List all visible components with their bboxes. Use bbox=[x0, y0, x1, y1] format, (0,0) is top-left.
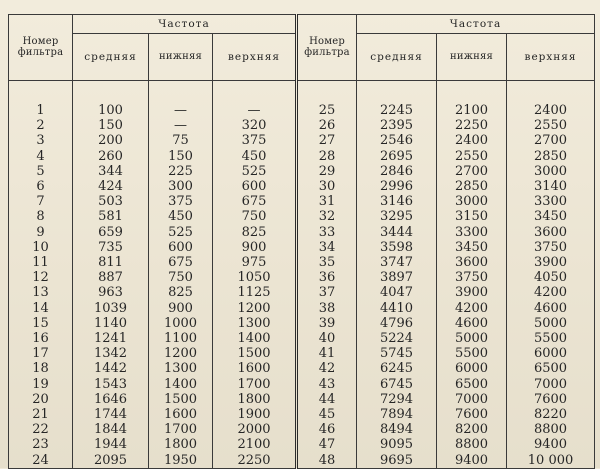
left-upper-frequency-cell: 1700 bbox=[213, 377, 297, 392]
left-upper-frequency-cell: 1050 bbox=[213, 270, 297, 285]
right-lower-frequency-cell: 6000 bbox=[437, 361, 507, 376]
left-middle-frequency-cell: 1844 bbox=[73, 422, 149, 437]
right-filter-number-cell: 29 bbox=[297, 164, 357, 179]
right-filter-number-cell: 30 bbox=[297, 179, 357, 194]
left-upper-frequency-cell: 320 bbox=[213, 118, 297, 133]
left-lower-frequency-cell: 600 bbox=[149, 240, 213, 255]
right-middle-frequency-cell: 2546 bbox=[357, 133, 437, 148]
header-filter-number-left: Номер фильтра bbox=[9, 15, 73, 81]
right-filter-number-cell: 47 bbox=[297, 437, 357, 452]
left-upper-frequency-cell: 1300 bbox=[213, 316, 297, 331]
right-middle-frequency-cell: 3146 bbox=[357, 194, 437, 209]
right-upper-frequency-cell: 3140 bbox=[507, 179, 595, 194]
header-middle-right: средняя bbox=[357, 34, 437, 81]
right-middle-frequency-cell: 9695 bbox=[357, 453, 437, 469]
table-row bbox=[9, 377, 595, 392]
left-lower-frequency-cell: 375 bbox=[149, 194, 213, 209]
left-lower-frequency-cell: 825 bbox=[149, 285, 213, 300]
right-middle-frequency-cell: 7294 bbox=[357, 392, 437, 407]
table-row bbox=[9, 285, 595, 300]
right-filter-number-cell: 31 bbox=[297, 194, 357, 209]
right-lower-frequency-cell: 7000 bbox=[437, 392, 507, 407]
header-lower-left: нижняя bbox=[149, 34, 213, 81]
right-middle-frequency-cell: 7894 bbox=[357, 407, 437, 422]
right-upper-frequency-cell: 5000 bbox=[507, 316, 595, 331]
right-filter-number-cell: 48 bbox=[297, 453, 357, 469]
table-row bbox=[9, 240, 595, 255]
header-frequency-right: Частота bbox=[357, 15, 595, 34]
left-filter-number-cell: 7 bbox=[9, 194, 73, 209]
right-middle-frequency-cell: 6245 bbox=[357, 361, 437, 376]
right-lower-frequency-cell: 3300 bbox=[437, 225, 507, 240]
right-filter-number-cell: 26 bbox=[297, 118, 357, 133]
right-middle-frequency-cell: 6745 bbox=[357, 377, 437, 392]
right-filter-number-cell: 43 bbox=[297, 377, 357, 392]
right-filter-number-cell: 32 bbox=[297, 209, 357, 224]
header-lower-right: нижняя bbox=[437, 34, 507, 81]
table-row bbox=[9, 133, 595, 148]
left-middle-frequency-cell: 581 bbox=[73, 209, 149, 224]
left-middle-frequency-cell: 1944 bbox=[73, 437, 149, 452]
left-filter-number-cell: 9 bbox=[9, 225, 73, 240]
table-row bbox=[9, 316, 595, 331]
left-middle-frequency-cell: 1646 bbox=[73, 392, 149, 407]
right-upper-frequency-cell: 2400 bbox=[507, 81, 595, 119]
left-lower-frequency-cell: 1500 bbox=[149, 392, 213, 407]
left-middle-frequency-cell: 963 bbox=[73, 285, 149, 300]
left-filter-number-cell: 20 bbox=[9, 392, 73, 407]
right-upper-frequency-cell: 3750 bbox=[507, 240, 595, 255]
right-upper-frequency-cell: 8220 bbox=[507, 407, 595, 422]
right-middle-frequency-cell: 3444 bbox=[357, 225, 437, 240]
left-middle-frequency-cell: 659 bbox=[73, 225, 149, 240]
table-row bbox=[9, 422, 595, 437]
right-lower-frequency-cell: 5500 bbox=[437, 346, 507, 361]
left-filter-number-cell: 10 bbox=[9, 240, 73, 255]
left-filter-number-cell: 8 bbox=[9, 209, 73, 224]
left-lower-frequency-cell: 1000 bbox=[149, 316, 213, 331]
right-middle-frequency-cell: 5224 bbox=[357, 331, 437, 346]
left-middle-frequency-cell: 1442 bbox=[73, 361, 149, 376]
left-upper-frequency-cell: 675 bbox=[213, 194, 297, 209]
right-filter-number-cell: 42 bbox=[297, 361, 357, 376]
right-upper-frequency-cell: 3300 bbox=[507, 194, 595, 209]
right-filter-number-cell: 46 bbox=[297, 422, 357, 437]
right-middle-frequency-cell: 3598 bbox=[357, 240, 437, 255]
left-upper-frequency-cell: 600 bbox=[213, 179, 297, 194]
right-upper-frequency-cell: 7600 bbox=[507, 392, 595, 407]
left-lower-frequency-cell: 75 bbox=[149, 133, 213, 148]
right-lower-frequency-cell: 8200 bbox=[437, 422, 507, 437]
left-lower-frequency-cell: 1300 bbox=[149, 361, 213, 376]
left-middle-frequency-cell: 260 bbox=[73, 149, 149, 164]
right-lower-frequency-cell: 8800 bbox=[437, 437, 507, 452]
left-lower-frequency-cell: 150 bbox=[149, 149, 213, 164]
right-upper-frequency-cell: 10 000 bbox=[507, 453, 595, 469]
left-upper-frequency-cell: 825 bbox=[213, 225, 297, 240]
left-upper-frequency-cell: 1200 bbox=[213, 301, 297, 316]
left-filter-number-cell: 18 bbox=[9, 361, 73, 376]
right-lower-frequency-cell: 4200 bbox=[437, 301, 507, 316]
right-lower-frequency-cell: 2100 bbox=[437, 81, 507, 119]
table-row bbox=[9, 225, 595, 240]
right-upper-frequency-cell: 6500 bbox=[507, 361, 595, 376]
right-upper-frequency-cell: 3900 bbox=[507, 255, 595, 270]
header-middle-left: средняя bbox=[73, 34, 149, 81]
left-middle-frequency-cell: 887 bbox=[73, 270, 149, 285]
left-lower-frequency-cell: 1800 bbox=[149, 437, 213, 452]
left-lower-frequency-cell: 1600 bbox=[149, 407, 213, 422]
table-row bbox=[9, 209, 595, 224]
left-upper-frequency-cell: 975 bbox=[213, 255, 297, 270]
table-row bbox=[9, 270, 595, 285]
left-middle-frequency-cell: 424 bbox=[73, 179, 149, 194]
right-upper-frequency-cell: 4600 bbox=[507, 301, 595, 316]
right-filter-number-cell: 33 bbox=[297, 225, 357, 240]
right-upper-frequency-cell: 4050 bbox=[507, 270, 595, 285]
left-lower-frequency-cell: 1700 bbox=[149, 422, 213, 437]
left-middle-frequency-cell: 735 bbox=[73, 240, 149, 255]
left-middle-frequency-cell: 1342 bbox=[73, 346, 149, 361]
right-middle-frequency-cell: 9095 bbox=[357, 437, 437, 452]
left-lower-frequency-cell: 900 bbox=[149, 301, 213, 316]
header-frequency-left: Частота bbox=[73, 15, 297, 34]
right-middle-frequency-cell: 2395 bbox=[357, 118, 437, 133]
table-row bbox=[9, 331, 595, 346]
right-upper-frequency-cell: 5500 bbox=[507, 331, 595, 346]
right-filter-number-cell: 25 bbox=[297, 81, 357, 119]
left-lower-frequency-cell: 1100 bbox=[149, 331, 213, 346]
left-filter-number-cell: 14 bbox=[9, 301, 73, 316]
header-filter-number-right: Номер фильтра bbox=[297, 15, 357, 81]
right-middle-frequency-cell: 2245 bbox=[357, 81, 437, 119]
right-filter-number-cell: 27 bbox=[297, 133, 357, 148]
left-upper-frequency-cell: 2100 bbox=[213, 437, 297, 452]
left-lower-frequency-cell: 450 bbox=[149, 209, 213, 224]
right-lower-frequency-cell: 7600 bbox=[437, 407, 507, 422]
left-lower-frequency-cell: 1400 bbox=[149, 377, 213, 392]
left-upper-frequency-cell: 1600 bbox=[213, 361, 297, 376]
filter-frequency-table bbox=[8, 14, 595, 469]
left-filter-number-cell: 16 bbox=[9, 331, 73, 346]
left-middle-frequency-cell: 1039 bbox=[73, 301, 149, 316]
right-lower-frequency-cell: 2400 bbox=[437, 133, 507, 148]
left-filter-number-cell: 5 bbox=[9, 164, 73, 179]
left-lower-frequency-cell: 675 bbox=[149, 255, 213, 270]
right-lower-frequency-cell: 3450 bbox=[437, 240, 507, 255]
table-row bbox=[9, 361, 595, 376]
right-middle-frequency-cell: 5745 bbox=[357, 346, 437, 361]
table-row bbox=[9, 81, 595, 119]
right-lower-frequency-cell: 2850 bbox=[437, 179, 507, 194]
left-lower-frequency-cell: 1200 bbox=[149, 346, 213, 361]
left-middle-frequency-cell: 100 bbox=[73, 81, 149, 119]
right-upper-frequency-cell: 6000 bbox=[507, 346, 595, 361]
right-upper-frequency-cell: 3000 bbox=[507, 164, 595, 179]
header-upper-left: верхняя bbox=[213, 34, 297, 81]
left-upper-frequency-cell: 1125 bbox=[213, 285, 297, 300]
right-filter-number-cell: 45 bbox=[297, 407, 357, 422]
left-filter-number-cell: 3 bbox=[9, 133, 73, 148]
left-filter-number-cell: 6 bbox=[9, 179, 73, 194]
right-lower-frequency-cell: 2700 bbox=[437, 164, 507, 179]
left-lower-frequency-cell: 300 bbox=[149, 179, 213, 194]
left-filter-number-cell: 22 bbox=[9, 422, 73, 437]
right-middle-frequency-cell: 3897 bbox=[357, 270, 437, 285]
left-upper-frequency-cell: 750 bbox=[213, 209, 297, 224]
left-upper-frequency-cell: 2000 bbox=[213, 422, 297, 437]
right-middle-frequency-cell: 4047 bbox=[357, 285, 437, 300]
right-upper-frequency-cell: 2550 bbox=[507, 118, 595, 133]
left-middle-frequency-cell: 1140 bbox=[73, 316, 149, 331]
left-filter-number-cell: 11 bbox=[9, 255, 73, 270]
right-middle-frequency-cell: 8494 bbox=[357, 422, 437, 437]
right-filter-number-cell: 35 bbox=[297, 255, 357, 270]
table-row bbox=[9, 149, 595, 164]
left-filter-number-cell: 24 bbox=[9, 453, 73, 469]
left-upper-frequency-cell: 375 bbox=[213, 133, 297, 148]
header-upper-right: верхняя bbox=[507, 34, 595, 81]
left-filter-number-cell: 21 bbox=[9, 407, 73, 422]
right-upper-frequency-cell: 7000 bbox=[507, 377, 595, 392]
left-upper-frequency-cell: 900 bbox=[213, 240, 297, 255]
left-filter-number-cell: 2 bbox=[9, 118, 73, 133]
left-upper-frequency-cell: 1500 bbox=[213, 346, 297, 361]
left-lower-frequency-cell: — bbox=[149, 118, 213, 133]
right-middle-frequency-cell: 2996 bbox=[357, 179, 437, 194]
right-lower-frequency-cell: 3000 bbox=[437, 194, 507, 209]
right-lower-frequency-cell: 2550 bbox=[437, 149, 507, 164]
right-lower-frequency-cell: 3900 bbox=[437, 285, 507, 300]
table-row bbox=[9, 437, 595, 452]
table-row bbox=[9, 255, 595, 270]
right-filter-number-cell: 34 bbox=[297, 240, 357, 255]
left-upper-frequency-cell: 1400 bbox=[213, 331, 297, 346]
table-row bbox=[9, 407, 595, 422]
right-upper-frequency-cell: 8800 bbox=[507, 422, 595, 437]
right-middle-frequency-cell: 3747 bbox=[357, 255, 437, 270]
right-upper-frequency-cell: 2700 bbox=[507, 133, 595, 148]
left-filter-number-cell: 12 bbox=[9, 270, 73, 285]
right-upper-frequency-cell: 9400 bbox=[507, 437, 595, 452]
right-lower-frequency-cell: 4600 bbox=[437, 316, 507, 331]
right-upper-frequency-cell: 2850 bbox=[507, 149, 595, 164]
table-row bbox=[9, 346, 595, 361]
left-upper-frequency-cell: 525 bbox=[213, 164, 297, 179]
left-upper-frequency-cell: 1900 bbox=[213, 407, 297, 422]
right-lower-frequency-cell: 3600 bbox=[437, 255, 507, 270]
right-middle-frequency-cell: 3295 bbox=[357, 209, 437, 224]
left-middle-frequency-cell: 503 bbox=[73, 194, 149, 209]
right-filter-number-cell: 39 bbox=[297, 316, 357, 331]
table-body bbox=[9, 81, 595, 469]
left-filter-number-cell: 4 bbox=[9, 149, 73, 164]
right-middle-frequency-cell: 2695 bbox=[357, 149, 437, 164]
left-filter-number-cell: 23 bbox=[9, 437, 73, 452]
right-middle-frequency-cell: 2846 bbox=[357, 164, 437, 179]
right-upper-frequency-cell: 3450 bbox=[507, 209, 595, 224]
right-filter-number-cell: 38 bbox=[297, 301, 357, 316]
left-filter-number-cell: 13 bbox=[9, 285, 73, 300]
right-upper-frequency-cell: 4200 bbox=[507, 285, 595, 300]
left-middle-frequency-cell: 811 bbox=[73, 255, 149, 270]
right-lower-frequency-cell: 3750 bbox=[437, 270, 507, 285]
right-filter-number-cell: 37 bbox=[297, 285, 357, 300]
right-middle-frequency-cell: 4410 bbox=[357, 301, 437, 316]
left-lower-frequency-cell: — bbox=[149, 81, 213, 119]
right-filter-number-cell: 28 bbox=[297, 149, 357, 164]
left-lower-frequency-cell: 1950 bbox=[149, 453, 213, 469]
right-lower-frequency-cell: 2250 bbox=[437, 118, 507, 133]
left-lower-frequency-cell: 525 bbox=[149, 225, 213, 240]
right-upper-frequency-cell: 3600 bbox=[507, 225, 595, 240]
table-row bbox=[9, 118, 595, 133]
right-filter-number-cell: 44 bbox=[297, 392, 357, 407]
left-middle-frequency-cell: 1744 bbox=[73, 407, 149, 422]
left-upper-frequency-cell: 450 bbox=[213, 149, 297, 164]
right-lower-frequency-cell: 9400 bbox=[437, 453, 507, 469]
left-upper-frequency-cell: — bbox=[213, 81, 297, 119]
right-middle-frequency-cell: 4796 bbox=[357, 316, 437, 331]
right-filter-number-cell: 40 bbox=[297, 331, 357, 346]
table-row bbox=[9, 392, 595, 407]
left-middle-frequency-cell: 2095 bbox=[73, 453, 149, 469]
left-middle-frequency-cell: 344 bbox=[73, 164, 149, 179]
right-lower-frequency-cell: 3150 bbox=[437, 209, 507, 224]
left-filter-number-cell: 17 bbox=[9, 346, 73, 361]
left-lower-frequency-cell: 225 bbox=[149, 164, 213, 179]
left-upper-frequency-cell: 1800 bbox=[213, 392, 297, 407]
left-middle-frequency-cell: 200 bbox=[73, 133, 149, 148]
table-row bbox=[9, 164, 595, 179]
table-row bbox=[9, 179, 595, 194]
left-middle-frequency-cell: 150 bbox=[73, 118, 149, 133]
left-filter-number-cell: 19 bbox=[9, 377, 73, 392]
table-row bbox=[9, 301, 595, 316]
left-upper-frequency-cell: 2250 bbox=[213, 453, 297, 469]
left-middle-frequency-cell: 1241 bbox=[73, 331, 149, 346]
left-middle-frequency-cell: 1543 bbox=[73, 377, 149, 392]
left-lower-frequency-cell: 750 bbox=[149, 270, 213, 285]
right-filter-number-cell: 36 bbox=[297, 270, 357, 285]
table-row bbox=[9, 453, 595, 469]
right-lower-frequency-cell: 6500 bbox=[437, 377, 507, 392]
left-filter-number-cell: 1 bbox=[9, 81, 73, 119]
table-row bbox=[9, 194, 595, 209]
right-lower-frequency-cell: 5000 bbox=[437, 331, 507, 346]
right-filter-number-cell: 41 bbox=[297, 346, 357, 361]
left-filter-number-cell: 15 bbox=[9, 316, 73, 331]
